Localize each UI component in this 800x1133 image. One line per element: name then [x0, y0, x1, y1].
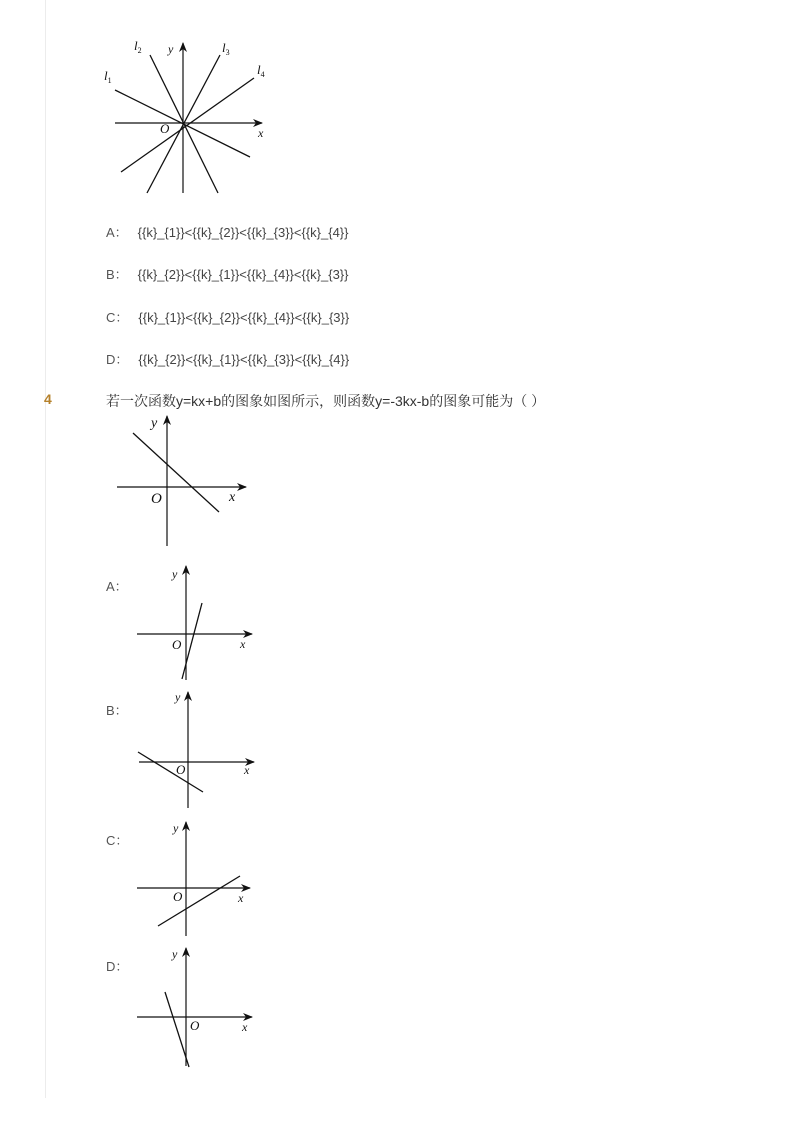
- q4-question-text: 若一次函数y=kx+b的图象如图所示，则函数y=-3kx-b的图象可能为（ ）: [106, 393, 546, 409]
- q4-c-label-y: y: [173, 821, 179, 835]
- left-margin-rule: [45, 0, 46, 1098]
- q4-label-y: y: [151, 416, 158, 431]
- q3-label-x: x: [258, 126, 264, 140]
- q4-label-x: x: [229, 490, 236, 505]
- q4-number: 4: [44, 391, 52, 407]
- q3-option-a[interactable]: A： {{k}_{1}}<{{k}_{2}}<{{k}_{3}}<{{k}_{4}}: [106, 225, 349, 240]
- q4-d-label-y: y: [172, 947, 178, 961]
- q3-figure: [100, 30, 280, 200]
- q4-d-label-o: O: [190, 1018, 200, 1033]
- q4-c-label-x: x: [238, 891, 244, 905]
- q4-b-label-x: x: [244, 763, 250, 777]
- q4-c-label-o: O: [173, 889, 183, 904]
- q4-option-b-graph[interactable]: [132, 688, 257, 808]
- q4-b-line: [138, 752, 203, 792]
- q4-a-line: [182, 603, 202, 679]
- q3-label-l3: $l_3$: [222, 40, 230, 57]
- q4-option-a-graph[interactable]: [132, 562, 257, 682]
- q4-graph-line: [133, 433, 219, 512]
- q4-figure: [110, 412, 260, 547]
- q3-label-l4: $l_4$: [257, 62, 265, 79]
- q4-b-label-y: y: [175, 690, 181, 704]
- q3-label-l2: $l_2$: [134, 38, 142, 55]
- q4-option-c-graph[interactable]: [132, 818, 257, 938]
- q3-option-b[interactable]: B： {{k}_{2}}<{{k}_{1}}<{{k}_{4}}<{{k}_{3}}: [106, 267, 349, 282]
- q3-option-d[interactable]: D： {{k}_{2}}<{{k}_{1}}<{{k}_{3}}<{{k}_{4}}: [106, 352, 350, 367]
- q3-line-l4: [121, 78, 254, 172]
- q4-option-c-label[interactable]: C：: [106, 833, 129, 848]
- q4-a-label-x: x: [240, 637, 246, 651]
- q4-option-b-label[interactable]: B：: [106, 703, 128, 718]
- q4-a-label-y: y: [172, 567, 178, 581]
- q3-label-o: O: [160, 121, 170, 136]
- q3-label-y: y: [168, 42, 174, 56]
- q4-option-d-label[interactable]: D：: [106, 959, 129, 974]
- q3-label-l1: $l_1$: [104, 68, 112, 85]
- q4-label-o: O: [151, 491, 162, 507]
- q4-option-a-label[interactable]: A：: [106, 579, 128, 594]
- q4-option-d-graph[interactable]: [132, 944, 257, 1069]
- q3-option-c[interactable]: C： {{k}_{1}}<{{k}_{2}}<{{k}_{4}}<{{k}_{3}}: [106, 310, 350, 325]
- q4-a-label-o: O: [172, 637, 182, 652]
- q4-b-label-o: O: [176, 762, 186, 777]
- q4-d-label-x: x: [242, 1020, 248, 1034]
- q4-c-line: [158, 876, 240, 926]
